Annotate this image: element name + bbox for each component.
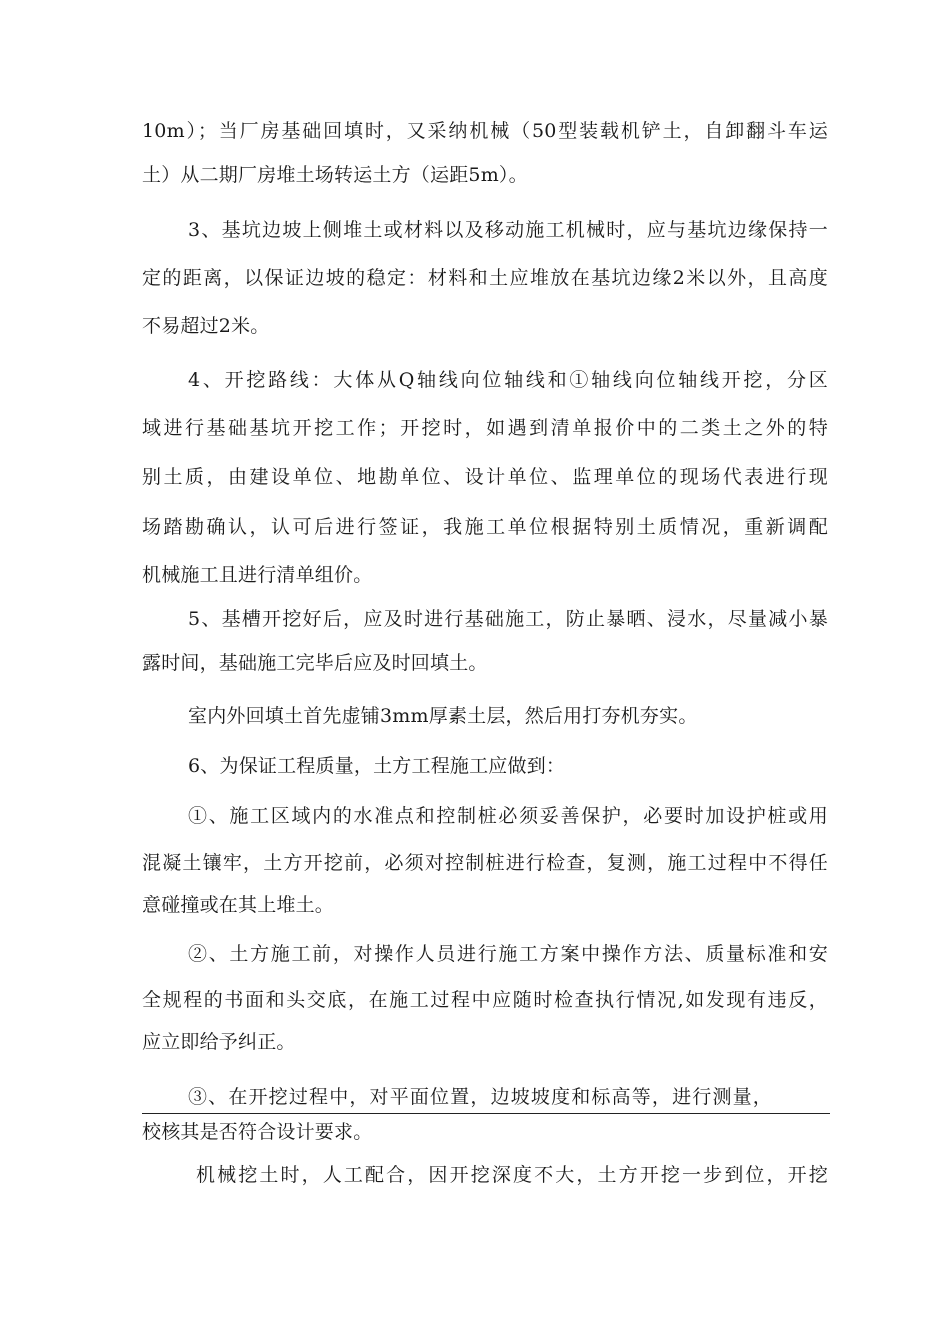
text-line: 6、为保证工程质量，土方工程施工应做到： <box>188 755 566 777</box>
text-line: 土）从二期厂房堆土场转运土方（运距5m）。 <box>142 164 528 186</box>
text-line: 意碰撞或在其上堆土。 <box>142 894 335 916</box>
text-line: 全规程的书面和头交底，在施工过程中应随时检查执行情况,如发现有违反， <box>142 989 828 1011</box>
text-line: 校核其是否符合设计要求。 <box>142 1121 373 1143</box>
text-line: 场踏勘确认，认可后进行签证，我施工单位根据特别土质情况，重新调配 <box>142 516 828 538</box>
text-line: ②、土方施工前，对操作人员进行施工方案中操作方法、质量标准和安 <box>188 943 828 965</box>
text-line: 不易超过2米。 <box>142 315 270 337</box>
text-line: 5、基槽开挖好后，应及时进行基础施工，防止暴晒、浸水，尽量减小暴 <box>188 608 828 630</box>
text-line: 室内外回填土首先虚铺3mm厚素土层，然后用打夯机夯实。 <box>188 705 698 727</box>
text-line: 3、基坑边坡上侧堆土或材料以及移动施工机械时，应与基坑边缘保持一 <box>188 219 828 241</box>
text-line: ①、施工区域内的水准点和控制桩必须妥善保护，必要时加设护桩或用 <box>188 805 828 827</box>
text-line: 别土质，由建设单位、地勘单位、设计单位、监理单位的现场代表进行现 <box>142 466 828 488</box>
text-line: 机械挖土时，人工配合，因开挖深度不大，土方开挖一步到位，开挖 <box>196 1164 828 1186</box>
text-line: 混凝土镶牢，土方开挖前，必须对控制桩进行检查，复测，施工过程中不得任 <box>142 852 828 874</box>
text-line: 应立即给予纠正。 <box>142 1031 296 1053</box>
text-line: ③、在开挖过程中，对平面位置，边坡坡度和标高等，进行测量， <box>188 1086 772 1108</box>
text-line: 机械施工且进行清单组价。 <box>142 564 373 586</box>
text-line: 定的距离，以保证边坡的稳定：材料和土应堆放在基坑边缘2米以外，且高度 <box>142 267 828 289</box>
horizontal-rule <box>142 1113 830 1114</box>
text-line: 10m）；当厂房基础回填时，又采纳机械（50型装载机铲土，自卸翻斗车运 <box>142 120 828 142</box>
text-line: 域进行基础基坑开挖工作；开挖时，如遇到清单报价中的二类土之外的特 <box>142 417 828 439</box>
text-line: 4、开挖路线：大体从Q轴线向位轴线和①轴线向位轴线开挖，分区 <box>188 369 828 391</box>
text-line: 露时间，基础施工完毕后应及时回填土。 <box>142 652 488 674</box>
